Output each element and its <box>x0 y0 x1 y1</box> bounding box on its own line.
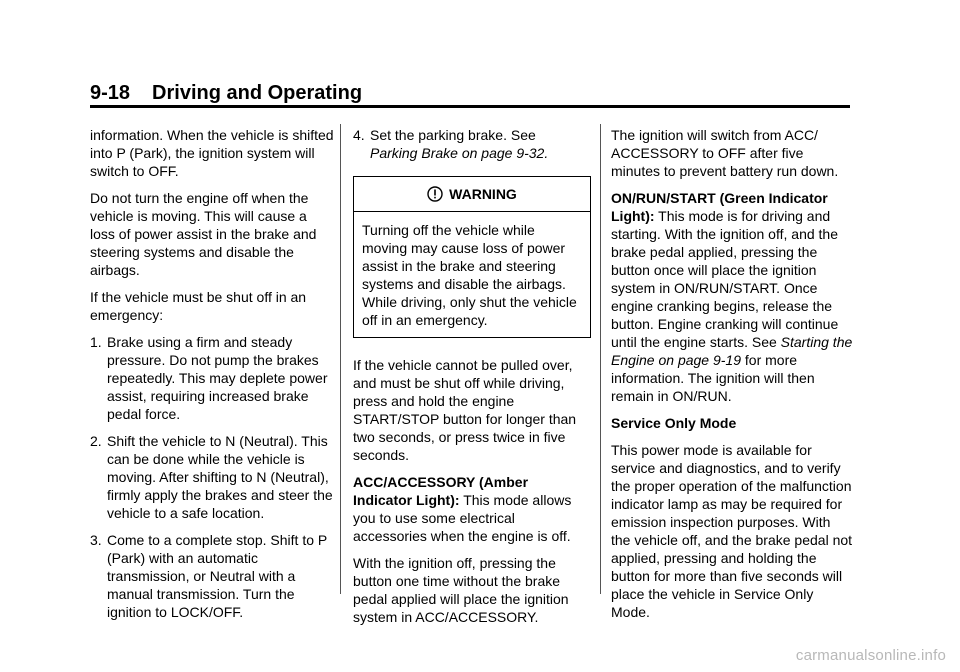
column-divider <box>340 124 341 594</box>
section-title: Driving and Operating <box>152 82 363 104</box>
warning-header <box>354 177 590 212</box>
list-text: Brake using a firm and steady pressure. Do not pump the brakes repeatedly. This may deplete power assist, requiring increased brake pedal force. <box>107 334 328 422</box>
warning-icon <box>427 186 443 202</box>
list-item <box>90 531 334 621</box>
list-number: 4. <box>353 127 365 143</box>
warning-text: Turning off the vehicle while moving may cause loss of power assist in the brake and steering systems and disable the airbags. While driving, only shut the vehicle off in an emergency. <box>362 222 577 328</box>
column-2 <box>353 126 591 635</box>
mode-label: ON/RUN/START (Green Indicator Light): <box>611 190 828 224</box>
mode-label: ACC/ACCESSORY (Amber Indicator Light): <box>353 474 529 508</box>
column-3 <box>611 126 853 630</box>
mode-description-continued: for more information. The ignition will then remain in ON/RUN. <box>611 352 815 404</box>
paragraph: The ignition will switch from ACC/ ACCESSORY to OFF after five minutes to prevent battery run down. <box>611 127 839 179</box>
page-header <box>90 80 850 106</box>
paragraph: This power mode is available for service and diagnostics, and to verify the proper operation of the malfunction indicator lamp as may be required for emission inspection purposes. With the vehicle off, and the brake pedal not applied, pressing and holding the button for more than five seconds will place the vehicle in Service Only Mode. <box>611 442 853 620</box>
list-item <box>90 432 334 522</box>
subheading: Service Only Mode <box>611 415 737 431</box>
list-number: 3. <box>90 532 102 548</box>
paragraph: Do not turn the engine off when the vehicle is moving. This will cause a loss of power assist in the brake and steering systems and disable the airbags. <box>90 190 317 278</box>
list-item <box>90 333 334 423</box>
paragraph: If the vehicle must be shut off in an emergency: <box>90 289 307 323</box>
watermark: carmanualsonline.info <box>795 647 946 664</box>
list-number: 1. <box>90 334 102 350</box>
paragraph <box>611 189 853 405</box>
warning-box <box>353 176 591 338</box>
list-number: 2. <box>90 433 102 449</box>
page-reference-link[interactable]: Starting the Engine on page 9-19 <box>611 334 853 368</box>
page-reference-link[interactable]: Parking Brake on page 9-32. <box>370 145 549 161</box>
list-item <box>353 126 591 162</box>
paragraph <box>353 473 591 545</box>
warning-title: WARNING <box>449 186 517 202</box>
list-text-main: Set the parking brake. See <box>370 127 536 143</box>
page-number: 9-18 <box>90 82 131 104</box>
list-text: Shift the vehicle to N (Neutral). This can be done while the vehicle is moving. After shifting to N (Neutral), firmly apply the brakes and steer the vehicle to a safe location. <box>107 433 333 521</box>
paragraph: If the vehicle cannot be pulled over, and must be shut off while driving, press and hold the engine START/STOP button for longer than two seconds, or press twice in five seconds. <box>353 357 577 463</box>
mode-description: This mode allows you to use some electrical accessories when the engine is off. <box>353 492 572 544</box>
mode-description: This mode is for driving and starting. With the ignition off, and the brake pedal applied, pressing the button once will place the ignition system in ON/RUN/START. Once engine cranking begins, release the button. Engine cranking will continue until the engine starts. See <box>611 208 839 350</box>
paragraph: With the ignition off, pressing the button one time without the brake pedal applied will place the ignition system in ACC/ACCESSORY. <box>353 555 569 625</box>
column-divider <box>600 124 601 594</box>
column-1 <box>90 126 334 630</box>
header-rule <box>90 105 850 108</box>
list-text: Come to a complete stop. Shift to P (Park) with an automatic transmission, or Neutral with a manual transmission. Turn the ignition to LOCK/OFF. <box>107 532 327 620</box>
list-text <box>370 126 591 162</box>
paragraph: information. When the vehicle is shifted into P (Park), the ignition system will switch to OFF. <box>90 127 334 179</box>
